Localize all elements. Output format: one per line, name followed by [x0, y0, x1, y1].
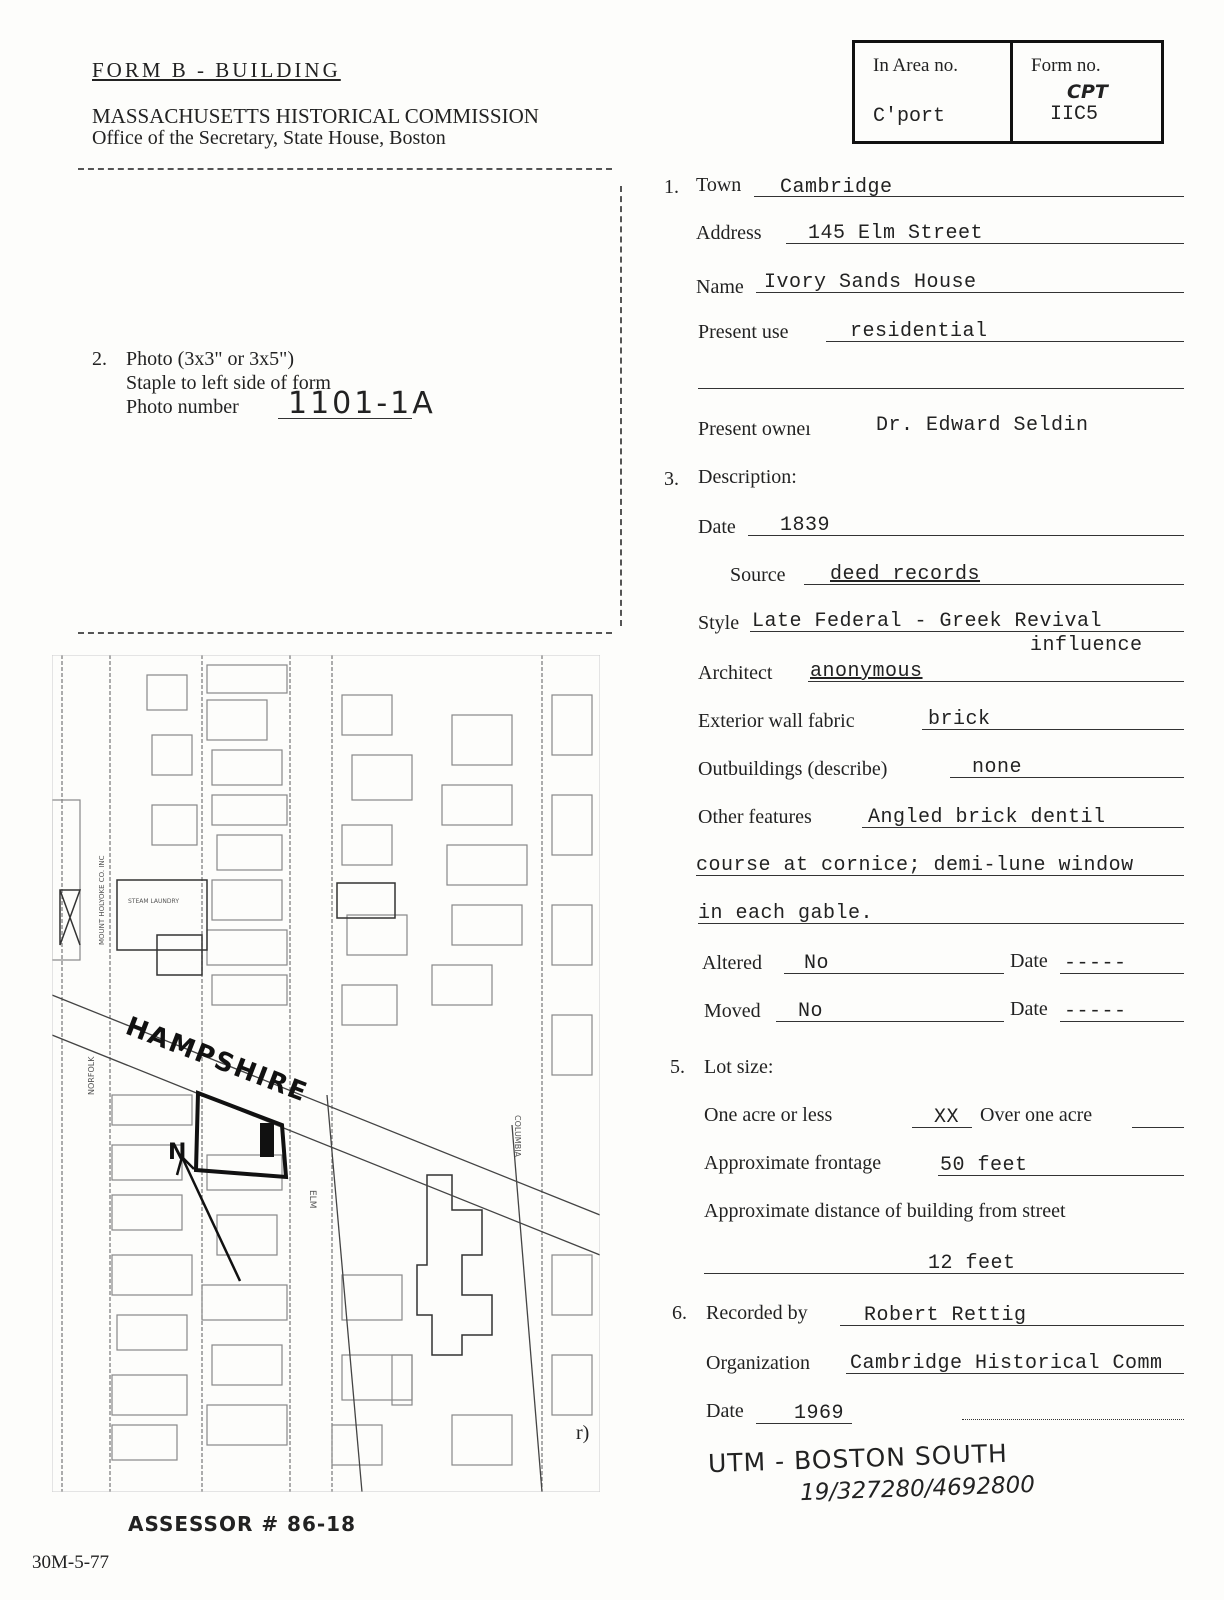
outbuildings-line — [950, 777, 1184, 778]
date-line — [748, 535, 1184, 536]
town-label: Town — [696, 174, 742, 196]
photo-section-number: 2. — [92, 348, 107, 370]
acre-less-line — [912, 1127, 972, 1128]
form-label: Form no. — [1031, 55, 1101, 76]
section-5-number: 5. — [670, 1056, 685, 1078]
altered-date-line — [1060, 973, 1184, 974]
altered-value: No — [804, 952, 830, 975]
recorded-by-value: Robert Rettig — [864, 1304, 1027, 1327]
map-company-label: MOUNT HOLYOKE CO. INC — [98, 855, 106, 945]
lot-size-heading: Lot size: — [704, 1056, 774, 1078]
photo-area-bottom-border — [78, 632, 612, 634]
name-line — [756, 292, 1184, 293]
acre-over-label: Over one acre — [980, 1104, 1093, 1126]
altered-date-label: Date — [1010, 950, 1048, 972]
owner-value: Dr. Edward Seldin — [876, 414, 1089, 437]
description-heading: Description: — [698, 466, 797, 488]
map-columbia-label: COLUMBIA — [513, 1115, 522, 1158]
utm-note-line-2: 19/327280/4692800 — [799, 1471, 1036, 1507]
other-features-line-3 — [698, 923, 1184, 924]
moved-date-line — [1060, 1021, 1184, 1022]
commission-name: MASSACHUSETTS HISTORICAL COMMISSION — [92, 104, 539, 128]
organization-value: Cambridge Historical Comm — [850, 1352, 1163, 1375]
sanborn-map — [52, 655, 600, 1492]
recorded-by-line — [840, 1325, 1184, 1326]
date-label: Date — [698, 516, 736, 538]
present-use-line — [826, 341, 1184, 342]
address-line — [786, 243, 1184, 244]
source-label: Source — [730, 564, 786, 586]
present-use-line-2 — [698, 388, 1184, 389]
utm-note-line-1: UTM - BOSTON SOUTH — [707, 1438, 1009, 1479]
present-use-label: Present use — [698, 321, 789, 343]
photo-area-top-border — [78, 168, 612, 170]
name-value: Ivory Sands House — [764, 271, 977, 294]
map-north-marker: N — [168, 1140, 187, 1165]
wall-fabric-line — [922, 729, 1184, 730]
moved-line — [776, 1021, 1004, 1022]
source-line — [804, 584, 1184, 585]
photo-number-underline — [278, 418, 412, 419]
form-code: 30M-5-77 — [32, 1552, 110, 1573]
area-label: In Area no. — [873, 55, 958, 76]
section-3-number: 3. — [664, 468, 679, 490]
name-label: Name — [696, 276, 744, 298]
form-handwritten-value: CPT — [1067, 81, 1108, 103]
date-value: 1839 — [780, 514, 831, 537]
recorded-date-label: Date — [706, 1400, 744, 1422]
recorded-by-label: Recorded by — [706, 1302, 808, 1324]
map-street-label: HAMPSHIRE — [121, 1011, 313, 1109]
map-elm-label: ELM — [307, 1190, 317, 1209]
architect-label: Architect — [698, 662, 773, 684]
style-value: Late Federal - Greek Revival — [752, 610, 1103, 633]
section-1-number: 1. — [664, 176, 679, 198]
acre-over-line — [1132, 1127, 1184, 1128]
moved-value: No — [798, 1000, 824, 1023]
acre-less-value: XX — [934, 1106, 960, 1129]
altered-label: Altered — [702, 952, 762, 974]
address-label: Address — [696, 222, 762, 244]
other-features-value-2: course at cornice; demi-lune window — [696, 854, 1134, 877]
address-value: 145 Elm Street — [808, 222, 984, 245]
distance-line — [704, 1273, 1184, 1274]
altered-line — [784, 973, 1004, 974]
wall-fabric-value: brick — [928, 708, 991, 731]
photo-area-right-border — [620, 186, 622, 626]
id-box-divider — [1010, 43, 1013, 141]
photo-section-title: Photo (3x3" or 3x5") — [126, 348, 294, 370]
photo-number-value: 1101-1A — [288, 386, 436, 421]
wall-fabric-label: Exterior wall fabric — [698, 710, 855, 732]
outbuildings-value: none — [972, 756, 1023, 779]
other-features-value-1: Angled brick dentil — [868, 806, 1106, 829]
frontage-line — [938, 1175, 1184, 1176]
moved-label: Moved — [704, 1000, 761, 1022]
moved-date-value: ----- — [1064, 1000, 1127, 1023]
style-line — [750, 631, 1184, 632]
photo-instruction: Staple to left side of form — [126, 372, 331, 394]
owner-label: Present owneı — [698, 418, 811, 440]
map-norfolk-label: NORFOLK — [87, 1056, 96, 1095]
recorded-date-line — [756, 1423, 852, 1424]
frontage-value: 50 feet — [940, 1154, 1028, 1177]
style-label: Style — [698, 612, 740, 634]
recorded-date-line-2 — [962, 1419, 1184, 1420]
organization-line — [846, 1373, 1184, 1374]
other-features-value-3: in each gable. — [698, 902, 874, 925]
architect-value: anonymous — [810, 660, 923, 683]
map-corner-mark: r) — [576, 1422, 590, 1444]
other-features-label: Other features — [698, 806, 812, 828]
commission-office: Office of the Secretary, State House, Boston — [92, 127, 446, 149]
id-box — [852, 40, 1164, 144]
area-value: C'port — [873, 105, 946, 128]
form-value: IIC5 — [1050, 103, 1099, 126]
photo-number-label: Photo number — [126, 396, 239, 418]
other-features-line-2 — [696, 875, 1184, 876]
other-features-line-1 — [862, 827, 1184, 828]
frontage-label: Approximate frontage — [704, 1152, 882, 1174]
architect-line — [808, 681, 1184, 682]
altered-date-value: ----- — [1064, 952, 1127, 975]
section-6-number: 6. — [672, 1302, 687, 1324]
recorded-date-value: 1969 — [794, 1402, 845, 1425]
form-title: FORM B - BUILDING — [92, 58, 341, 82]
acre-less-label: One acre or less — [704, 1104, 833, 1126]
organization-label: Organization — [706, 1352, 811, 1374]
moved-date-label: Date — [1010, 998, 1048, 1020]
present-use-value: residential — [850, 320, 988, 343]
source-value: deed records — [830, 563, 981, 586]
assessor-note: ASSESSOR # 86-18 — [128, 1512, 357, 1536]
outbuildings-label: Outbuildings (describe) — [698, 758, 888, 780]
map-laundry-label: STEAM LAUNDRY — [128, 898, 179, 905]
town-value: Cambridge — [780, 176, 893, 199]
distance-value: 12 feet — [928, 1252, 1016, 1275]
distance-label: Approximate distance of building from street — [704, 1200, 1066, 1222]
town-line — [754, 196, 1184, 197]
style-value-continued: influence — [1030, 634, 1143, 657]
